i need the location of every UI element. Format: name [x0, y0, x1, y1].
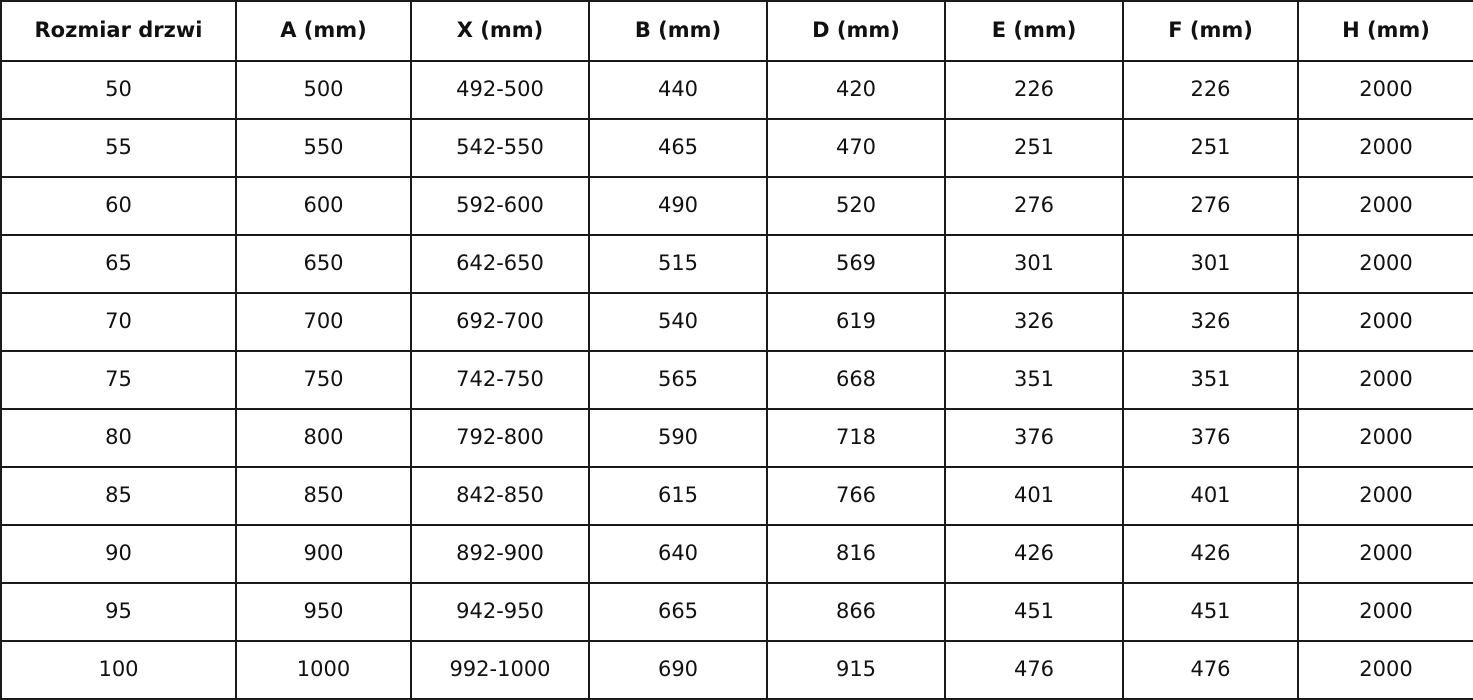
cell-door-size: 70 [1, 293, 236, 351]
cell-b: 440 [589, 61, 767, 119]
cell-b: 615 [589, 467, 767, 525]
cell-b: 640 [589, 525, 767, 583]
cell-door-size: 85 [1, 467, 236, 525]
cell-f: 401 [1123, 467, 1298, 525]
cell-b: 540 [589, 293, 767, 351]
table-row [1, 525, 1473, 583]
cell-f: 451 [1123, 583, 1298, 641]
cell-f: 476 [1123, 641, 1298, 699]
cell-b: 465 [589, 119, 767, 177]
cell-b: 490 [589, 177, 767, 235]
cell-x: 842-850 [411, 467, 589, 525]
cell-x: 892-900 [411, 525, 589, 583]
cell-door-size: 55 [1, 119, 236, 177]
cell-d: 915 [767, 641, 945, 699]
cell-a: 550 [236, 119, 411, 177]
column-header-a: A (mm) [236, 1, 411, 61]
column-header-f: F (mm) [1123, 1, 1298, 61]
table-body [1, 61, 1473, 699]
cell-d: 766 [767, 467, 945, 525]
cell-door-size: 60 [1, 177, 236, 235]
cell-x: 642-650 [411, 235, 589, 293]
cell-h: 2000 [1298, 61, 1473, 119]
cell-x: 542-550 [411, 119, 589, 177]
cell-d: 569 [767, 235, 945, 293]
cell-x: 592-600 [411, 177, 589, 235]
cell-h: 2000 [1298, 641, 1473, 699]
cell-e: 276 [945, 177, 1123, 235]
cell-b: 665 [589, 583, 767, 641]
cell-f: 376 [1123, 409, 1298, 467]
cell-h: 2000 [1298, 235, 1473, 293]
cell-b: 590 [589, 409, 767, 467]
cell-h: 2000 [1298, 351, 1473, 409]
cell-h: 2000 [1298, 119, 1473, 177]
table-row [1, 351, 1473, 409]
table-row [1, 177, 1473, 235]
cell-e: 301 [945, 235, 1123, 293]
table-row [1, 641, 1473, 699]
cell-f: 276 [1123, 177, 1298, 235]
cell-e: 226 [945, 61, 1123, 119]
cell-e: 451 [945, 583, 1123, 641]
cell-h: 2000 [1298, 525, 1473, 583]
cell-a: 750 [236, 351, 411, 409]
cell-a: 650 [236, 235, 411, 293]
cell-x: 492-500 [411, 61, 589, 119]
cell-door-size: 75 [1, 351, 236, 409]
cell-d: 619 [767, 293, 945, 351]
table-row [1, 293, 1473, 351]
cell-b: 565 [589, 351, 767, 409]
cell-door-size: 95 [1, 583, 236, 641]
table-row [1, 61, 1473, 119]
cell-x: 692-700 [411, 293, 589, 351]
column-header-d: D (mm) [767, 1, 945, 61]
cell-f: 251 [1123, 119, 1298, 177]
cell-h: 2000 [1298, 177, 1473, 235]
cell-f: 301 [1123, 235, 1298, 293]
table-header [1, 1, 1473, 61]
cell-a: 900 [236, 525, 411, 583]
table-row [1, 583, 1473, 641]
cell-b: 515 [589, 235, 767, 293]
cell-f: 326 [1123, 293, 1298, 351]
cell-e: 401 [945, 467, 1123, 525]
cell-e: 426 [945, 525, 1123, 583]
table-header-row [1, 1, 1473, 61]
cell-a: 500 [236, 61, 411, 119]
cell-d: 668 [767, 351, 945, 409]
cell-d: 470 [767, 119, 945, 177]
cell-d: 866 [767, 583, 945, 641]
cell-a: 700 [236, 293, 411, 351]
cell-a: 600 [236, 177, 411, 235]
cell-x: 742-750 [411, 351, 589, 409]
table-row [1, 467, 1473, 525]
cell-d: 816 [767, 525, 945, 583]
table-row [1, 235, 1473, 293]
cell-door-size: 80 [1, 409, 236, 467]
column-header-b: B (mm) [589, 1, 767, 61]
cell-x: 942-950 [411, 583, 589, 641]
cell-a: 850 [236, 467, 411, 525]
cell-d: 718 [767, 409, 945, 467]
column-header-x: X (mm) [411, 1, 589, 61]
cell-d: 420 [767, 61, 945, 119]
cell-h: 2000 [1298, 583, 1473, 641]
cell-e: 251 [945, 119, 1123, 177]
cell-e: 326 [945, 293, 1123, 351]
cell-f: 226 [1123, 61, 1298, 119]
cell-door-size: 50 [1, 61, 236, 119]
cell-e: 351 [945, 351, 1123, 409]
cell-x: 792-800 [411, 409, 589, 467]
cell-h: 2000 [1298, 293, 1473, 351]
cell-door-size: 100 [1, 641, 236, 699]
cell-door-size: 90 [1, 525, 236, 583]
cell-f: 351 [1123, 351, 1298, 409]
cell-a: 950 [236, 583, 411, 641]
cell-a: 1000 [236, 641, 411, 699]
cell-b: 690 [589, 641, 767, 699]
cell-a: 800 [236, 409, 411, 467]
cell-x: 992-1000 [411, 641, 589, 699]
cell-e: 476 [945, 641, 1123, 699]
cell-e: 376 [945, 409, 1123, 467]
cell-d: 520 [767, 177, 945, 235]
cell-h: 2000 [1298, 467, 1473, 525]
cell-f: 426 [1123, 525, 1298, 583]
cell-h: 2000 [1298, 409, 1473, 467]
column-header-h: H (mm) [1298, 1, 1473, 61]
column-header-door-size: Rozmiar drzwi [1, 1, 236, 61]
table-row [1, 409, 1473, 467]
column-header-e: E (mm) [945, 1, 1123, 61]
table-row [1, 119, 1473, 177]
cell-door-size: 65 [1, 235, 236, 293]
